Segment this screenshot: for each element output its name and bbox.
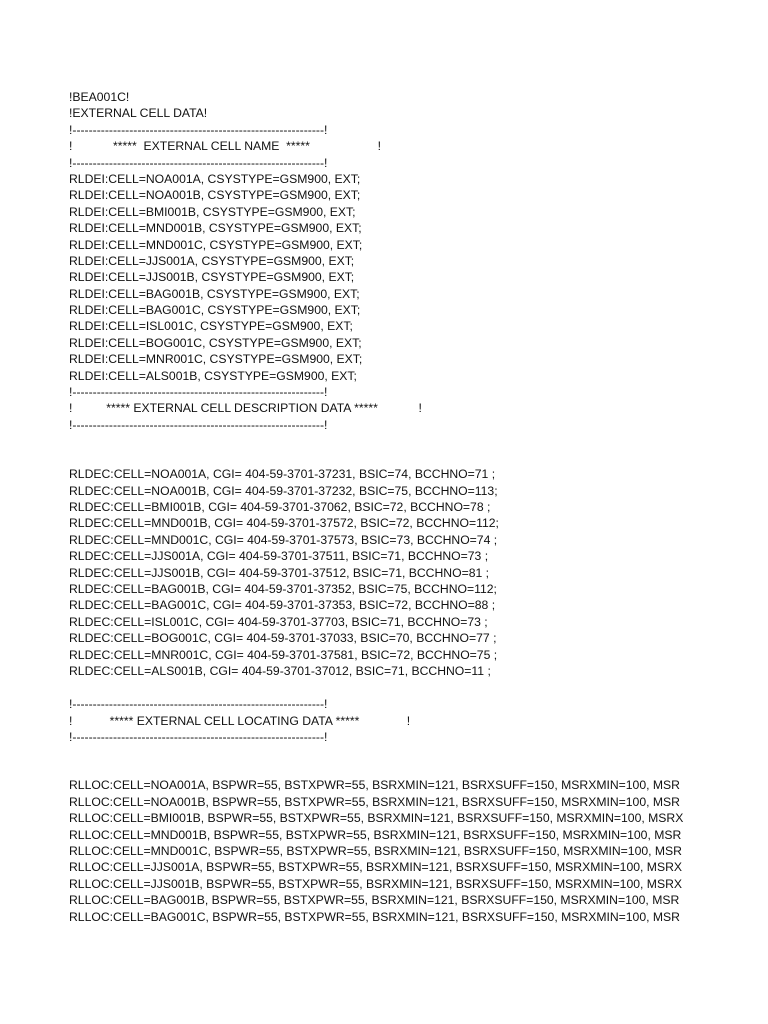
rldei-line: RLDEI:CELL=ISL001C, CSYSTYPE=GSM900, EXT; <box>69 319 353 334</box>
rlloc-line: RLLOC:CELL=BMI001B, BSPWR=55, BSTXPWR=55, BSRXMIN=121, BSRXSUFF=150, MSRXMIN=100, MSRX <box>69 811 684 826</box>
section-rule: !--------------------------------------------------------------! <box>69 122 328 137</box>
rldec-block <box>69 466 700 679</box>
blank-gap <box>69 679 700 696</box>
rldec-line: RLDEC:CELL=JJS001A, CGI= 404-59-3701-37511, BSIC=71, BCCHNO=73 ; <box>69 549 489 564</box>
rldei-line: RLDEI:CELL=BOG001C, CSYSTYPE=GSM900, EXT; <box>69 335 362 350</box>
rlloc-line: RLLOC:CELL=JJS001B, BSPWR=55, BSTXPWR=55, BSRXMIN=121, BSRXSUFF=150, MSRXMIN=100, MSRX <box>69 876 682 891</box>
section-rule: !--------------------------------------------------------------! <box>69 385 328 400</box>
section-rule: !--------------------------------------------------------------! <box>69 155 328 170</box>
section-rule: !--------------------------------------------------------------! <box>69 417 328 432</box>
rldei-line: RLDEI:CELL=NOA001A, CSYSTYPE=GSM900, EXT; <box>69 171 361 186</box>
section-title-external-cell-locating: ! ***** EXTERNAL CELL LOCATING DATA ***** ! <box>69 713 411 728</box>
rldec-line: RLDEC:CELL=ALS001B, CGI= 404-59-3701-37012, BSIC=71, BCCHNO=11 ; <box>69 663 491 678</box>
section-rule: !--------------------------------------------------------------! <box>69 730 328 745</box>
document-id: !BEA001C! <box>69 90 130 104</box>
rldei-line: RLDEI:CELL=JJS001B, CSYSTYPE=GSM900, EXT; <box>69 270 355 285</box>
rlloc-line: RLLOC:CELL=BAG001B, BSPWR=55, BSTXPWR=55, BSRXMIN=121, BSRXSUFF=150, MSRXMIN=100, MSR <box>69 893 680 908</box>
rldec-line: RLDEC:CELL=MNR001C, CGI= 404-59-3701-37581, BSIC=72, BCCHNO=75 ; <box>69 647 498 662</box>
rldei-line: RLDEI:CELL=NOA001B, CSYSTYPE=GSM900, EXT; <box>69 188 361 203</box>
rlloc-line: RLLOC:CELL=NOA001B, BSPWR=55, BSTXPWR=55, BSRXMIN=121, BSRXSUFF=150, MSRXMIN=100, MSR <box>69 794 680 809</box>
rldei-line: RLDEI:CELL=BAG001C, CSYSTYPE=GSM900, EXT; <box>69 303 361 318</box>
rldec-line: RLDEC:CELL=NOA001A, CGI= 404-59-3701-37231, BSIC=74, BCCHNO=71 ; <box>69 467 496 482</box>
rlloc-line: RLLOC:CELL=NOA001A, BSPWR=55, BSTXPWR=55, BSRXMIN=121, BSRXSUFF=150, MSRXMIN=100, MSR <box>69 778 680 793</box>
rldei-block <box>69 171 700 384</box>
blank-gap <box>69 745 700 777</box>
rldei-line: RLDEI:CELL=MND001C, CSYSTYPE=GSM900, EXT; <box>69 237 363 252</box>
rldei-line: RLDEI:CELL=JJS001A, CSYSTYPE=GSM900, EXT; <box>69 253 355 268</box>
rldec-line: RLDEC:CELL=NOA001B, CGI= 404-59-3701-37232, BSIC=75, BCCHNO=113; <box>69 483 498 498</box>
rldec-line: RLDEC:CELL=ISL001C, CGI= 404-59-3701-37703, BSIC=71, BCCHNO=73 ; <box>69 614 488 629</box>
rlloc-line: RLLOC:CELL=JJS001A, BSPWR=55, BSTXPWR=55, BSRXMIN=121, BSRXSUFF=150, MSRXMIN=100, MSRX <box>69 860 682 875</box>
rldec-line: RLDEC:CELL=MND001C, CGI= 404-59-3701-37573, BSIC=73, BCCHNO=74 ; <box>69 532 498 547</box>
rlloc-line: RLLOC:CELL=MND001C, BSPWR=55, BSTXPWR=55, BSRXMIN=121, BSRXSUFF=150, MSRXMIN=100, MSR <box>69 844 682 859</box>
rldec-line: RLDEC:CELL=BAG001B, CGI= 404-59-3701-37352, BSIC=75, BCCHNO=112; <box>69 581 497 596</box>
rldei-line: RLDEI:CELL=MND001B, CSYSTYPE=GSM900, EXT; <box>69 221 362 236</box>
rldei-line: RLDEI:CELL=BAG001B, CSYSTYPE=GSM900, EXT; <box>69 286 360 301</box>
document-body <box>69 89 700 925</box>
rldec-line: RLDEC:CELL=BMI001B, CGI= 404-59-3701-37062, BSIC=72, BCCHNO=78 ; <box>69 499 491 514</box>
rldei-line: RLDEI:CELL=MNR001C, CSYSTYPE=GSM900, EXT; <box>69 352 363 367</box>
rldec-line: RLDEC:CELL=BAG001C, CGI= 404-59-3701-37353, BSIC=72, BCCHNO=88 ; <box>69 598 496 613</box>
rlloc-line: RLLOC:CELL=BAG001C, BSPWR=55, BSTXPWR=55, BSRXMIN=121, BSRXSUFF=150, MSRXMIN=100, MSR <box>69 909 680 924</box>
rlloc-block <box>69 777 700 925</box>
section-title-external-cell-name: ! ***** EXTERNAL CELL NAME ***** ! <box>69 139 382 154</box>
blank-gap <box>69 433 700 466</box>
rldec-line: RLDEC:CELL=MND001B, CGI= 404-59-3701-37572, BSIC=72, BCCHNO=112; <box>69 516 499 531</box>
document-heading: !EXTERNAL CELL DATA! <box>69 106 208 121</box>
rldei-line: RLDEI:CELL=ALS001B, CSYSTYPE=GSM900, EXT; <box>69 368 357 383</box>
rlloc-line: RLLOC:CELL=MND001B, BSPWR=55, BSTXPWR=55, BSRXMIN=121, BSRXSUFF=150, MSRXMIN=100, MSR <box>69 827 682 842</box>
rldei-line: RLDEI:CELL=BMI001B, CSYSTYPE=GSM900, EXT; <box>69 204 356 219</box>
rldec-line: RLDEC:CELL=BOG001C, CGI= 404-59-3701-37033, BSIC=70, BCCHNO=77 ; <box>69 631 497 646</box>
rldec-line: RLDEC:CELL=JJS001B, CGI= 404-59-3701-37512, BSIC=71, BCCHNO=81 ; <box>69 565 490 580</box>
section-rule: !--------------------------------------------------------------! <box>69 697 328 712</box>
section-title-external-cell-description: ! ***** EXTERNAL CELL DESCRIPTION DATA ***** ! <box>69 401 422 416</box>
